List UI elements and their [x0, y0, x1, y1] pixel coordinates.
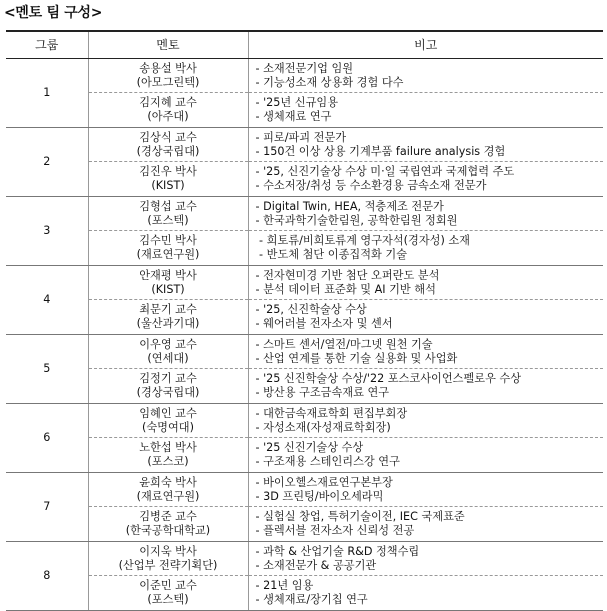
note-cell [248, 59, 603, 93]
mentor-name: 이준민 교수 [139, 579, 197, 592]
note-line: - 분석 데이터 표준화 및 AI 기반 해석 [255, 282, 436, 296]
group-number: 6 [6, 404, 88, 473]
note-line: - 바이오헬스재료연구본부장 [255, 475, 393, 489]
table-row [6, 59, 603, 93]
mentor-affiliation: (KIST) [151, 179, 185, 192]
mentor-cell [88, 59, 248, 93]
note-line: - 소재전문가 & 공공기관 [255, 558, 377, 572]
note-line: - 산업 연계를 통한 기술 실용화 및 사업화 [255, 351, 458, 365]
mentor-affiliation: (재료연구원) [136, 248, 200, 261]
mentor-affiliation: (아주대) [147, 110, 189, 123]
table-row [6, 369, 603, 404]
group-number: 7 [6, 473, 88, 542]
note-line: - 웨어러블 전자소자 및 센서 [255, 317, 393, 330]
mentor-name: 김진우 박사 [139, 165, 197, 178]
note-line: - 150건 이상 상용 기계부품 failure analysis 경험 [255, 144, 506, 158]
header-note: 비고 [248, 31, 603, 59]
mentor-affiliation: (연세대) [147, 351, 189, 365]
note-cell [248, 473, 603, 507]
mentor-affiliation: (포스텍) [147, 213, 189, 227]
note-cell [248, 162, 603, 197]
mentor-cell [88, 231, 248, 266]
group-number: 2 [6, 128, 88, 197]
table-row [6, 231, 603, 266]
mentor-name: 최문기 교수 [139, 303, 197, 316]
mentor-name: 김정기 교수 [139, 372, 197, 385]
mentor-name: 김형섭 교수 [139, 199, 197, 213]
mentor-cell [88, 473, 248, 507]
table-row [6, 404, 603, 438]
mentor-affiliation: (한국공학대학교) [125, 524, 211, 537]
note-line: - 자성소재(자성재료학회장) [255, 420, 391, 434]
note-cell [248, 93, 603, 128]
note-cell [248, 404, 603, 438]
mentor-affiliation: (포스코) [147, 455, 189, 468]
group-number: 8 [6, 542, 88, 611]
mentor-cell [88, 542, 248, 576]
mentor-name: 송용설 박사 [139, 61, 197, 75]
mentor-name: 임혜인 교수 [139, 406, 197, 420]
table-body [6, 59, 603, 611]
mentor-affiliation: (경상국립대) [136, 386, 200, 399]
mentor-name: 김병준 교수 [139, 510, 197, 523]
mentor-cell [88, 335, 248, 369]
table-row [6, 93, 603, 128]
mentor-cell [88, 197, 248, 231]
mentor-cell [88, 93, 248, 128]
mentor-cell [88, 128, 248, 162]
mentor-name: 김지혜 교수 [139, 96, 197, 109]
mentor-cell [88, 404, 248, 438]
table-row [6, 473, 603, 507]
mentor-cell [88, 576, 248, 611]
note-cell [248, 335, 603, 369]
mentor-affiliation: (숙명여대) [142, 420, 194, 434]
mentor-name: 노한섭 박사 [139, 441, 197, 454]
note-line: - '25, 신진기술상 수상 미·일 국립연과 국제협력 주도 [255, 165, 515, 178]
note-line: - 생체재료/장기칩 연구 [255, 593, 368, 606]
note-cell [248, 507, 603, 542]
mentor-name: 윤희숙 박사 [139, 475, 197, 489]
note-line: - 플렉서블 전자소자 신뢰성 전공 [255, 524, 415, 537]
note-line: - 소재전문기업 임원 [255, 61, 354, 75]
note-line: - '25 신진학술상 수상/'22 포스코사이언스펠로우 수상 [255, 372, 522, 385]
note-line: - '25년 신규임용 [255, 96, 338, 109]
note-cell [248, 542, 603, 576]
mentor-affiliation: (울산과기대) [136, 317, 200, 330]
table-row [6, 438, 603, 473]
note-line: - 실험실 창업, 특허기술이전, IEC 국제표준 [255, 510, 465, 523]
note-line: - 스마트 센서/열전/마그넷 원천 기술 [255, 337, 433, 351]
note-line: - '25, 신진학술상 수상 [255, 303, 367, 316]
note-cell [248, 197, 603, 231]
table-row [6, 128, 603, 162]
note-line: - 방산용 구조금속재료 연구 [255, 386, 390, 399]
mentor-affiliation: (산업부 전략기획단) [118, 558, 218, 572]
mentor-name: 김수민 박사 [139, 234, 197, 247]
note-line: - 생체재료 연구 [255, 110, 332, 123]
header-mentor: 멘토 [88, 31, 248, 59]
mentor-cell [88, 438, 248, 473]
note-line: - 수소저장/취성 등 수소환경용 금속소재 전문가 [255, 179, 487, 192]
table-row [6, 576, 603, 611]
note-line: - 반도체 첨단 이종집적화 기술 [255, 248, 408, 261]
note-line: - 전자현미경 기반 첨단 오퍼란도 분석 [255, 268, 440, 282]
table-row [6, 507, 603, 542]
mentor-name: 안재평 박사 [139, 268, 197, 282]
table-header-row [6, 31, 603, 59]
mentor-name: 이우영 교수 [139, 337, 197, 351]
table-row [6, 300, 603, 335]
note-line: - '25 신진기술상 수상 [255, 441, 364, 454]
note-line: - 과학 & 산업기술 R&D 정책수립 [255, 544, 420, 558]
note-line: - Digital Twin, HEA, 적층제조 전문가 [255, 199, 444, 213]
note-line: - 구조재용 스테인리스강 연구 [255, 455, 400, 468]
group-number: 4 [6, 266, 88, 335]
note-cell [248, 576, 603, 611]
note-cell [248, 266, 603, 300]
page-title: <멘토 팀 구성> [4, 5, 103, 21]
mentor-affiliation: (경상국립대) [136, 144, 200, 158]
note-line: - 21년 임용 [255, 579, 314, 592]
note-line: - 기능성소재 상용화 경험 다수 [255, 75, 404, 89]
mentor-affiliation: (아모그린텍) [136, 75, 200, 89]
note-cell [248, 438, 603, 473]
table-row [6, 162, 603, 197]
note-cell [248, 300, 603, 335]
note-line: - 희토류/비희토류계 영구자석(경자성) 소재 [255, 234, 470, 247]
group-number: 5 [6, 335, 88, 404]
header-group: 그룹 [6, 31, 88, 59]
mentor-cell [88, 162, 248, 197]
table-row [6, 266, 603, 300]
note-line: - 대한금속재료학회 편집부회장 [255, 406, 408, 420]
mentor-affiliation: (KIST) [151, 282, 185, 296]
table-row [6, 197, 603, 231]
table-row [6, 335, 603, 369]
mentor-name: 김상식 교수 [139, 130, 197, 144]
note-cell [248, 128, 603, 162]
mentor-cell [88, 266, 248, 300]
mentor-cell [88, 507, 248, 542]
group-number: 1 [6, 59, 88, 128]
table-row [6, 542, 603, 576]
mentor-team-table [6, 30, 603, 611]
mentor-cell [88, 369, 248, 404]
mentor-name: 이지욱 박사 [139, 544, 197, 558]
note-line: - 3D 프린팅/바이오세라믹 [255, 489, 384, 503]
mentor-affiliation: (재료연구원) [136, 489, 200, 503]
note-line: - 한국과학기술한림원, 공학한림원 정회원 [255, 213, 458, 227]
note-cell [248, 231, 603, 266]
note-cell [248, 369, 603, 404]
note-line: - 피로/파괴 전문가 [255, 130, 347, 144]
mentor-affiliation: (포스텍) [147, 593, 189, 606]
group-number: 3 [6, 197, 88, 266]
mentor-cell [88, 300, 248, 335]
